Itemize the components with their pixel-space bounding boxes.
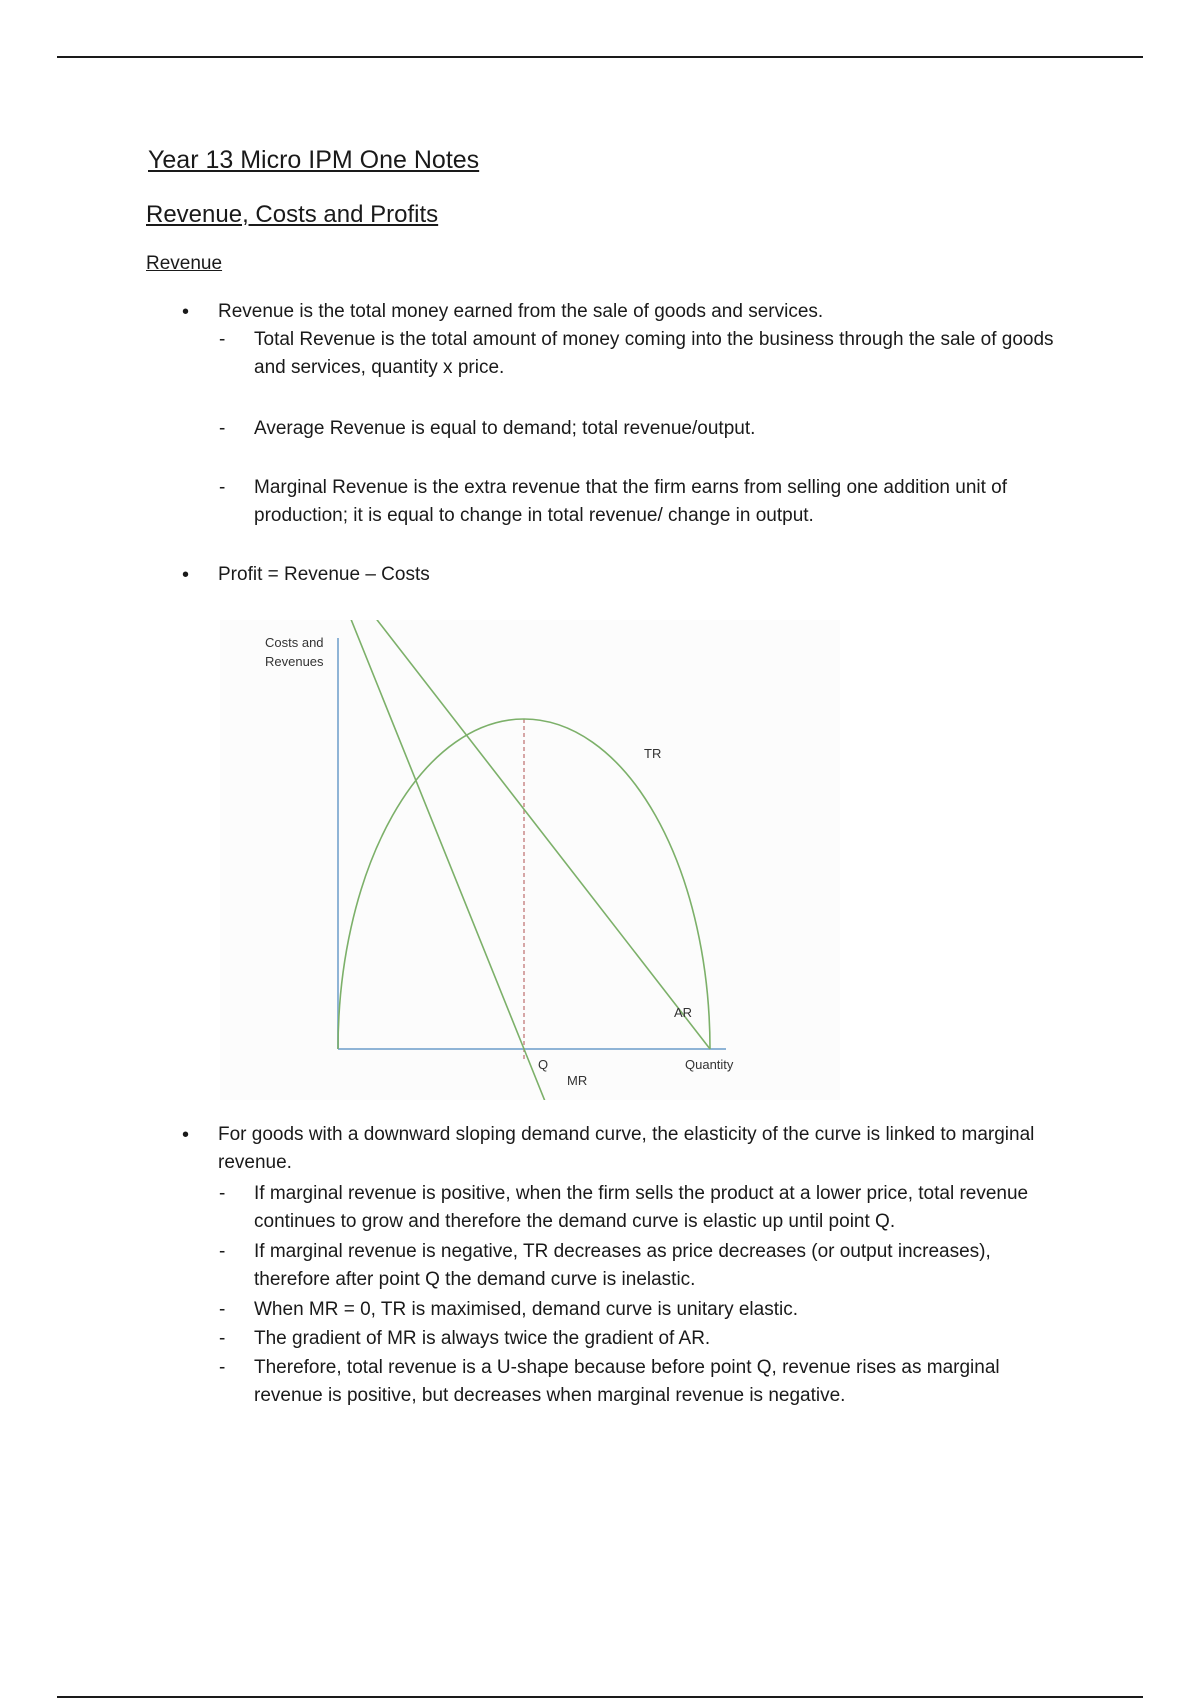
list-item: - If marginal revenue is negative, TR decreases as price decreases (or output increases), therefore after point Q the demand curve is inelastic.: [254, 1238, 1064, 1294]
top-rule: [57, 56, 1143, 58]
list-item: - When MR = 0, TR is maximised, demand curve is unitary elastic.: [254, 1296, 1064, 1324]
list-item: - Marginal Revenue is the extra revenue that the firm earns from selling one addition unit of production; it is equal to change in total revenue/ change in output.: [254, 474, 1064, 530]
list-item: - Total Revenue is the total amount of money coming into the business through the sale of goods and services, quantity x price.: [254, 326, 1064, 382]
revenue-chart: [220, 620, 840, 1100]
subsection-heading: Revenue: [146, 253, 223, 274]
q-label: Q: [538, 1057, 549, 1072]
list-item: - The gradient of MR is always twice the gradient of AR.: [254, 1325, 1064, 1353]
tr-label: TR: [644, 746, 662, 761]
ar-label: AR: [674, 1005, 693, 1020]
list-item: - If marginal revenue is positive, when the firm sells the product at a lower price, total revenue continues to grow and therefore the demand curve is elastic up until point Q.: [254, 1180, 1064, 1236]
mr-line: [338, 620, 552, 1100]
list-item: - Average Revenue is equal to demand; total revenue/output.: [254, 415, 1064, 443]
list-item: • For goods with a downward sloping demand curve, the elasticity of the curve is linked to marginal revenue.: [218, 1121, 1058, 1177]
list-item: - Therefore, total revenue is a U-shape because before point Q, revenue rises as marginal revenue is positive, but decreases when marginal revenue is negative.: [254, 1354, 1064, 1410]
revenue-chart-svg: [220, 620, 840, 1100]
section-heading: Revenue, Costs and Profits: [146, 201, 439, 228]
bottom-rule: [57, 1696, 1143, 1698]
y-axis-label-line2: Revenues: [265, 654, 324, 669]
mr-label: MR: [567, 1073, 588, 1088]
list-item: • Revenue is the total money earned from the sale of goods and services.: [218, 298, 1058, 326]
ar-line: [350, 620, 710, 1049]
y-axis-label-line1: Costs and: [265, 635, 324, 650]
x-axis-label: Quantity: [685, 1057, 734, 1072]
list-item: • Profit = Revenue – Costs: [218, 561, 1058, 589]
document-title: Year 13 Micro IPM One Notes: [148, 146, 480, 174]
